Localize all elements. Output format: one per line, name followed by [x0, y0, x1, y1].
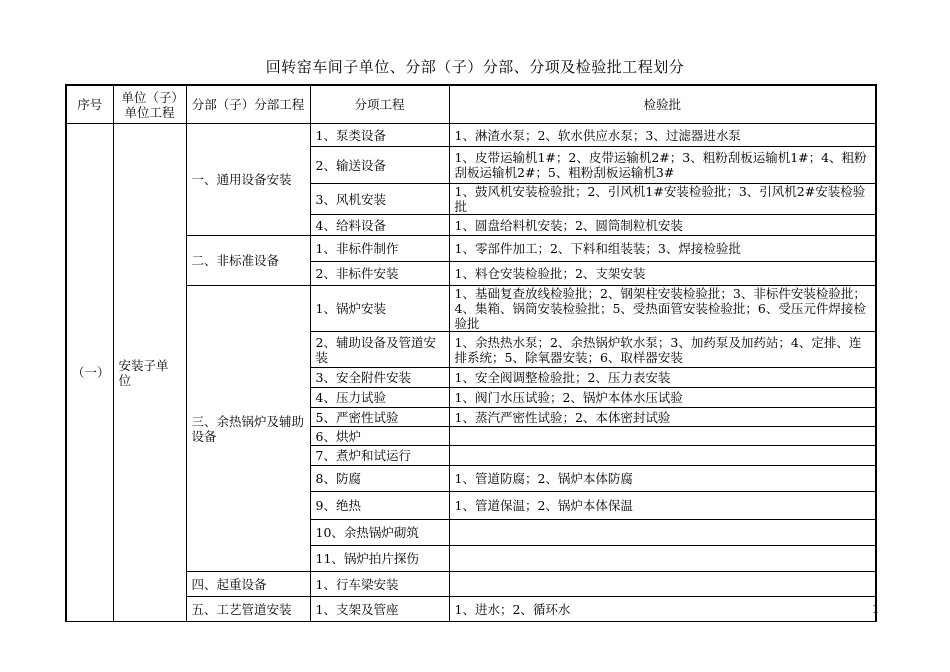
- item-cell: 1、泵类设备: [310, 124, 449, 147]
- batch-cell: [449, 520, 876, 546]
- table-row: [66, 124, 876, 147]
- table-row: [66, 572, 876, 597]
- batch-cell: 1、皮带运输机1#；2、皮带运输机2#；3、粗粉刮板运输机1#；4、粗粉刮板运输机2#；5、粗粉刮板运输机3#: [449, 147, 876, 184]
- header-item: 分项工程: [310, 85, 449, 124]
- item-cell: 2、非标件安装: [310, 262, 449, 286]
- item-cell: 1、支架及管座: [310, 597, 449, 622]
- item-cell: 7、煮炉和试运行: [310, 446, 449, 466]
- batch-cell: 1、基础复查放线检验批；2、钢架柱安装检验批；3、非标件安装检验批；4、集箱、锅筒安装检验批；5、受热面管安装检验批；6、受压元件焊接检验批: [449, 286, 876, 332]
- item-cell: 3、安全附件安装: [310, 368, 449, 388]
- batch-cell: [449, 446, 876, 466]
- page-number: 1: [872, 603, 879, 616]
- item-cell: 5、严密性试验: [310, 408, 449, 427]
- unit-name: 安装子单位: [113, 124, 186, 622]
- division-table: [65, 84, 877, 622]
- batch-cell: 1、余热热水泵；2、余热锅炉软水泵；3、加药泵及加药站；4、定排、连排系统；5、除氧器安装；6、取样器安装: [449, 332, 876, 368]
- item-cell: 11、锅炉拍片探伤: [310, 546, 449, 572]
- item-cell: 6、烘炉: [310, 427, 449, 446]
- batch-cell: 1、淋渣水泵；2、软水供应水泵；3、过滤器进水泵: [449, 124, 876, 147]
- batch-cell: 1、阀门水压试验；2、锅炉本体水压试验: [449, 388, 876, 408]
- batch-cell: [449, 427, 876, 446]
- division-name: 二、非标准设备: [186, 236, 310, 286]
- batch-cell: 1、鼓风机安装检验批；2、引风机1#安装检验批；3、引风机2#安装检验批: [449, 184, 876, 215]
- batch-cell: 1、进水；2、循环水: [449, 597, 876, 622]
- item-cell: 8、防腐: [310, 466, 449, 492]
- header-division: 分部（子）分部工程: [186, 85, 310, 124]
- header-batch: 检验批: [449, 85, 876, 124]
- header-unit: 单位（子）单位工程: [113, 85, 186, 124]
- table-header-row: [66, 85, 876, 124]
- item-cell: 9、绝热: [310, 492, 449, 520]
- batch-cell: 1、管道保温；2、锅炉本体保温: [449, 492, 876, 520]
- item-cell: 1、锅炉安装: [310, 286, 449, 332]
- table-row: [66, 597, 876, 622]
- item-cell: 2、输送设备: [310, 147, 449, 184]
- division-name: 五、工艺管道安装: [186, 597, 310, 622]
- item-cell: 1、行车梁安装: [310, 572, 449, 597]
- table-row: [66, 236, 876, 262]
- batch-cell: 1、零部件加工；2、下料和组装装；3、焊接检验批: [449, 236, 876, 262]
- batch-cell: 1、圆盘给料机安装；2、圆筒制粒机安装: [449, 215, 876, 236]
- item-cell: 2、辅助设备及管道安装: [310, 332, 449, 368]
- item-cell: 3、风机安装: [310, 184, 449, 215]
- batch-cell: [449, 546, 876, 572]
- batch-cell: 1、料仓安装检验批；2、支架安装: [449, 262, 876, 286]
- item-cell: 4、压力试验: [310, 388, 449, 408]
- batch-cell: 1、蒸汽严密性试验；2、本体密封试验: [449, 408, 876, 427]
- header-seq: 序号: [66, 85, 113, 124]
- table-row: [66, 286, 876, 332]
- unit-seq: （一）: [66, 124, 113, 622]
- division-name: 四、起重设备: [186, 572, 310, 597]
- division-name: 三、余热锅炉及辅助设备: [186, 286, 310, 572]
- batch-cell: 1、管道防腐；2、锅炉本体防腐: [449, 466, 876, 492]
- item-cell: 1、非标件制作: [310, 236, 449, 262]
- item-cell: 4、给料设备: [310, 215, 449, 236]
- division-name: 一、通用设备安装: [186, 124, 310, 236]
- batch-cell: 1、安全阀调整检验批；2、压力表安装: [449, 368, 876, 388]
- page-title: 回转窑车间子单位、分部（子）分部、分项及检验批工程划分: [265, 58, 685, 76]
- item-cell: 10、余热锅炉砌筑: [310, 520, 449, 546]
- batch-cell: [449, 572, 876, 597]
